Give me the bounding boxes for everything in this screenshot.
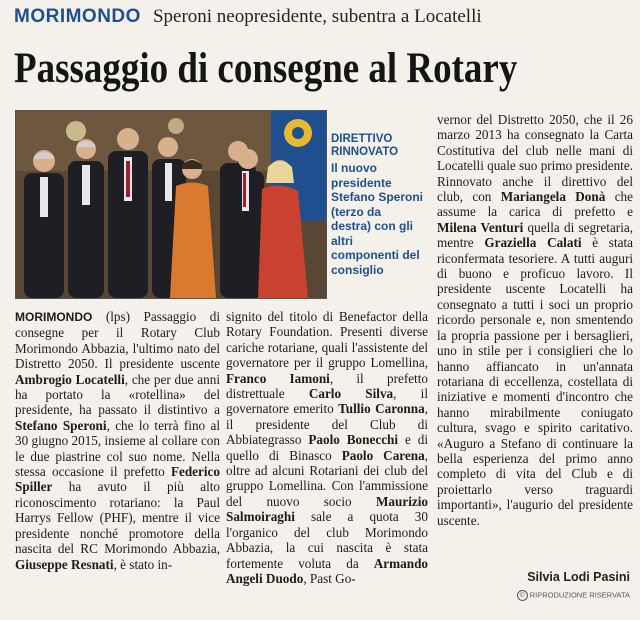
copyright-text: RIPRODUZIONE RISERVATA <box>529 590 630 600</box>
text-run: , è stato in- <box>113 556 173 572</box>
text-run: , Past Go- <box>303 570 356 586</box>
article-column-1 <box>15 309 220 572</box>
text-run: Passaggio di consegne per il Rotary Club Morimondo Abbazia, l'ultimo nato del Distretto 2050. Il presidente uscente <box>15 309 221 372</box>
column-1-text <box>15 309 220 572</box>
person-name: Tullio Caronna <box>338 401 425 417</box>
copyright-icon: © <box>517 590 528 601</box>
photo-caption <box>331 133 423 277</box>
column-1-body <box>15 309 220 572</box>
text-run: , che per due anni ha portato la «rotellina» del presidente, ha passato il distintivo a <box>15 371 220 418</box>
group-photo <box>15 110 327 299</box>
person-name: Paolo Carena <box>341 447 425 463</box>
text-run: e di quello di Binasco <box>226 432 428 463</box>
byline: Silvia Lodi Pasini <box>527 570 630 584</box>
person-name: Carlo Silva <box>308 386 394 402</box>
text-run: che assume la carica di prefetto e <box>437 189 633 220</box>
caption-title: DIRETTIVO RINNOVATO <box>331 133 399 158</box>
column-2-text <box>226 309 428 586</box>
text-run: , il governatore emerito <box>226 386 428 417</box>
text-run: , oltre ad alcuni Rotariani dei club del gruppo Lomellina. Con l'ammissione del nuovo socio <box>226 447 428 509</box>
headline: Passaggio di consegne al Rotary <box>14 45 518 92</box>
section-place: MORIMONDO <box>14 6 141 27</box>
group-photo-illustration <box>16 111 326 298</box>
kicker-line <box>14 6 482 36</box>
text-run: , che lo terrà fino al 30 giugno 2015, insieme al collare con le due piastrine col suo nome. Nella stessa occasione il prefetto <box>15 417 220 480</box>
text-run: quella di segretaria, mentre <box>437 219 634 251</box>
text-run: signito del titolo di Benefactor della Rotary Foundation. Presenti diverse cariche rotariane, quali l'assistente del governatore per il gruppo Lomellina, <box>226 309 428 371</box>
dateline-tag: (lps) <box>105 309 131 324</box>
person-name: Stefano Speroni <box>15 417 107 433</box>
person-name: Mariangela Donà <box>500 189 606 205</box>
caption-text: Il nuovo presidente Stefano Speroni (terzo da destra) con gli altri componenti del consiglio <box>331 161 424 277</box>
person-name: Graziella Calati <box>484 235 582 251</box>
person-name: Federico Spiller <box>15 464 220 495</box>
text-run: vernor del Distretto 2050, che il 26 marzo 2013 ha consegnato la Carta Costitutiva del club nelle mani di Locatelli quale suo primo presidente. Rinnovato anche il direttivo del club, con <box>437 112 633 205</box>
person-name: Franco Iamoni <box>226 370 330 386</box>
article-column-2 <box>226 309 428 586</box>
person-name: Giuseppe Resnati <box>15 556 114 572</box>
article-column-3 <box>437 112 633 528</box>
text-run: è stata riconfermata tesoriere. A tutti auguri di buono e proficuo lavoro. Il presidente uscente Locatelli ha consegnato a tutti i soci un proprio ricordo personale e, non smentendo la propria passione per i bersaglieri, uno in stile per i consiglieri che lo hanno affiancato in un'annata rotariana di eccellenza, costellata di iniziative e momenti d'incontro che hanno mirabilmente coniugato cultura, svago e spirito caritativo. «Auguro a Stefano di continuare la bella esperienza del primo anno completo di vita del Club e di proiettarlo verso traguardi importanti», l'augurio del presidente uscente. <box>437 235 633 528</box>
person-name: Ambrogio Locatelli <box>15 371 125 387</box>
person-name: Maurizio Salmoiraghi <box>226 493 428 525</box>
dateline: MORIMONDO <box>15 310 93 324</box>
subheadline: Speroni neopresidente, subentra a Locatelli <box>152 6 482 27</box>
text-run: sale a quota 30 l'organico del club Morimondo Abbazia, la cui nascita è stata fortemente voluta da <box>226 509 428 571</box>
text-run: , il presidente del Club di Abbiategrasso <box>226 401 428 448</box>
text-run: , il prefetto distrettuale <box>226 370 428 402</box>
person-name: Paolo Bonecchi <box>308 432 399 448</box>
copyright-notice <box>470 590 630 601</box>
person-name: Armando Angeli Duodo <box>226 555 428 586</box>
column-3-text <box>437 112 633 528</box>
person-name: Milena Venturi <box>437 219 524 235</box>
text-run: ha avuto il più alto riconoscimento rotariano: la Paul Harrys Fellow (PHF), mentre il vice presidente nonché promotore della nascita del RC Morimondo Abbazia, <box>15 479 220 557</box>
